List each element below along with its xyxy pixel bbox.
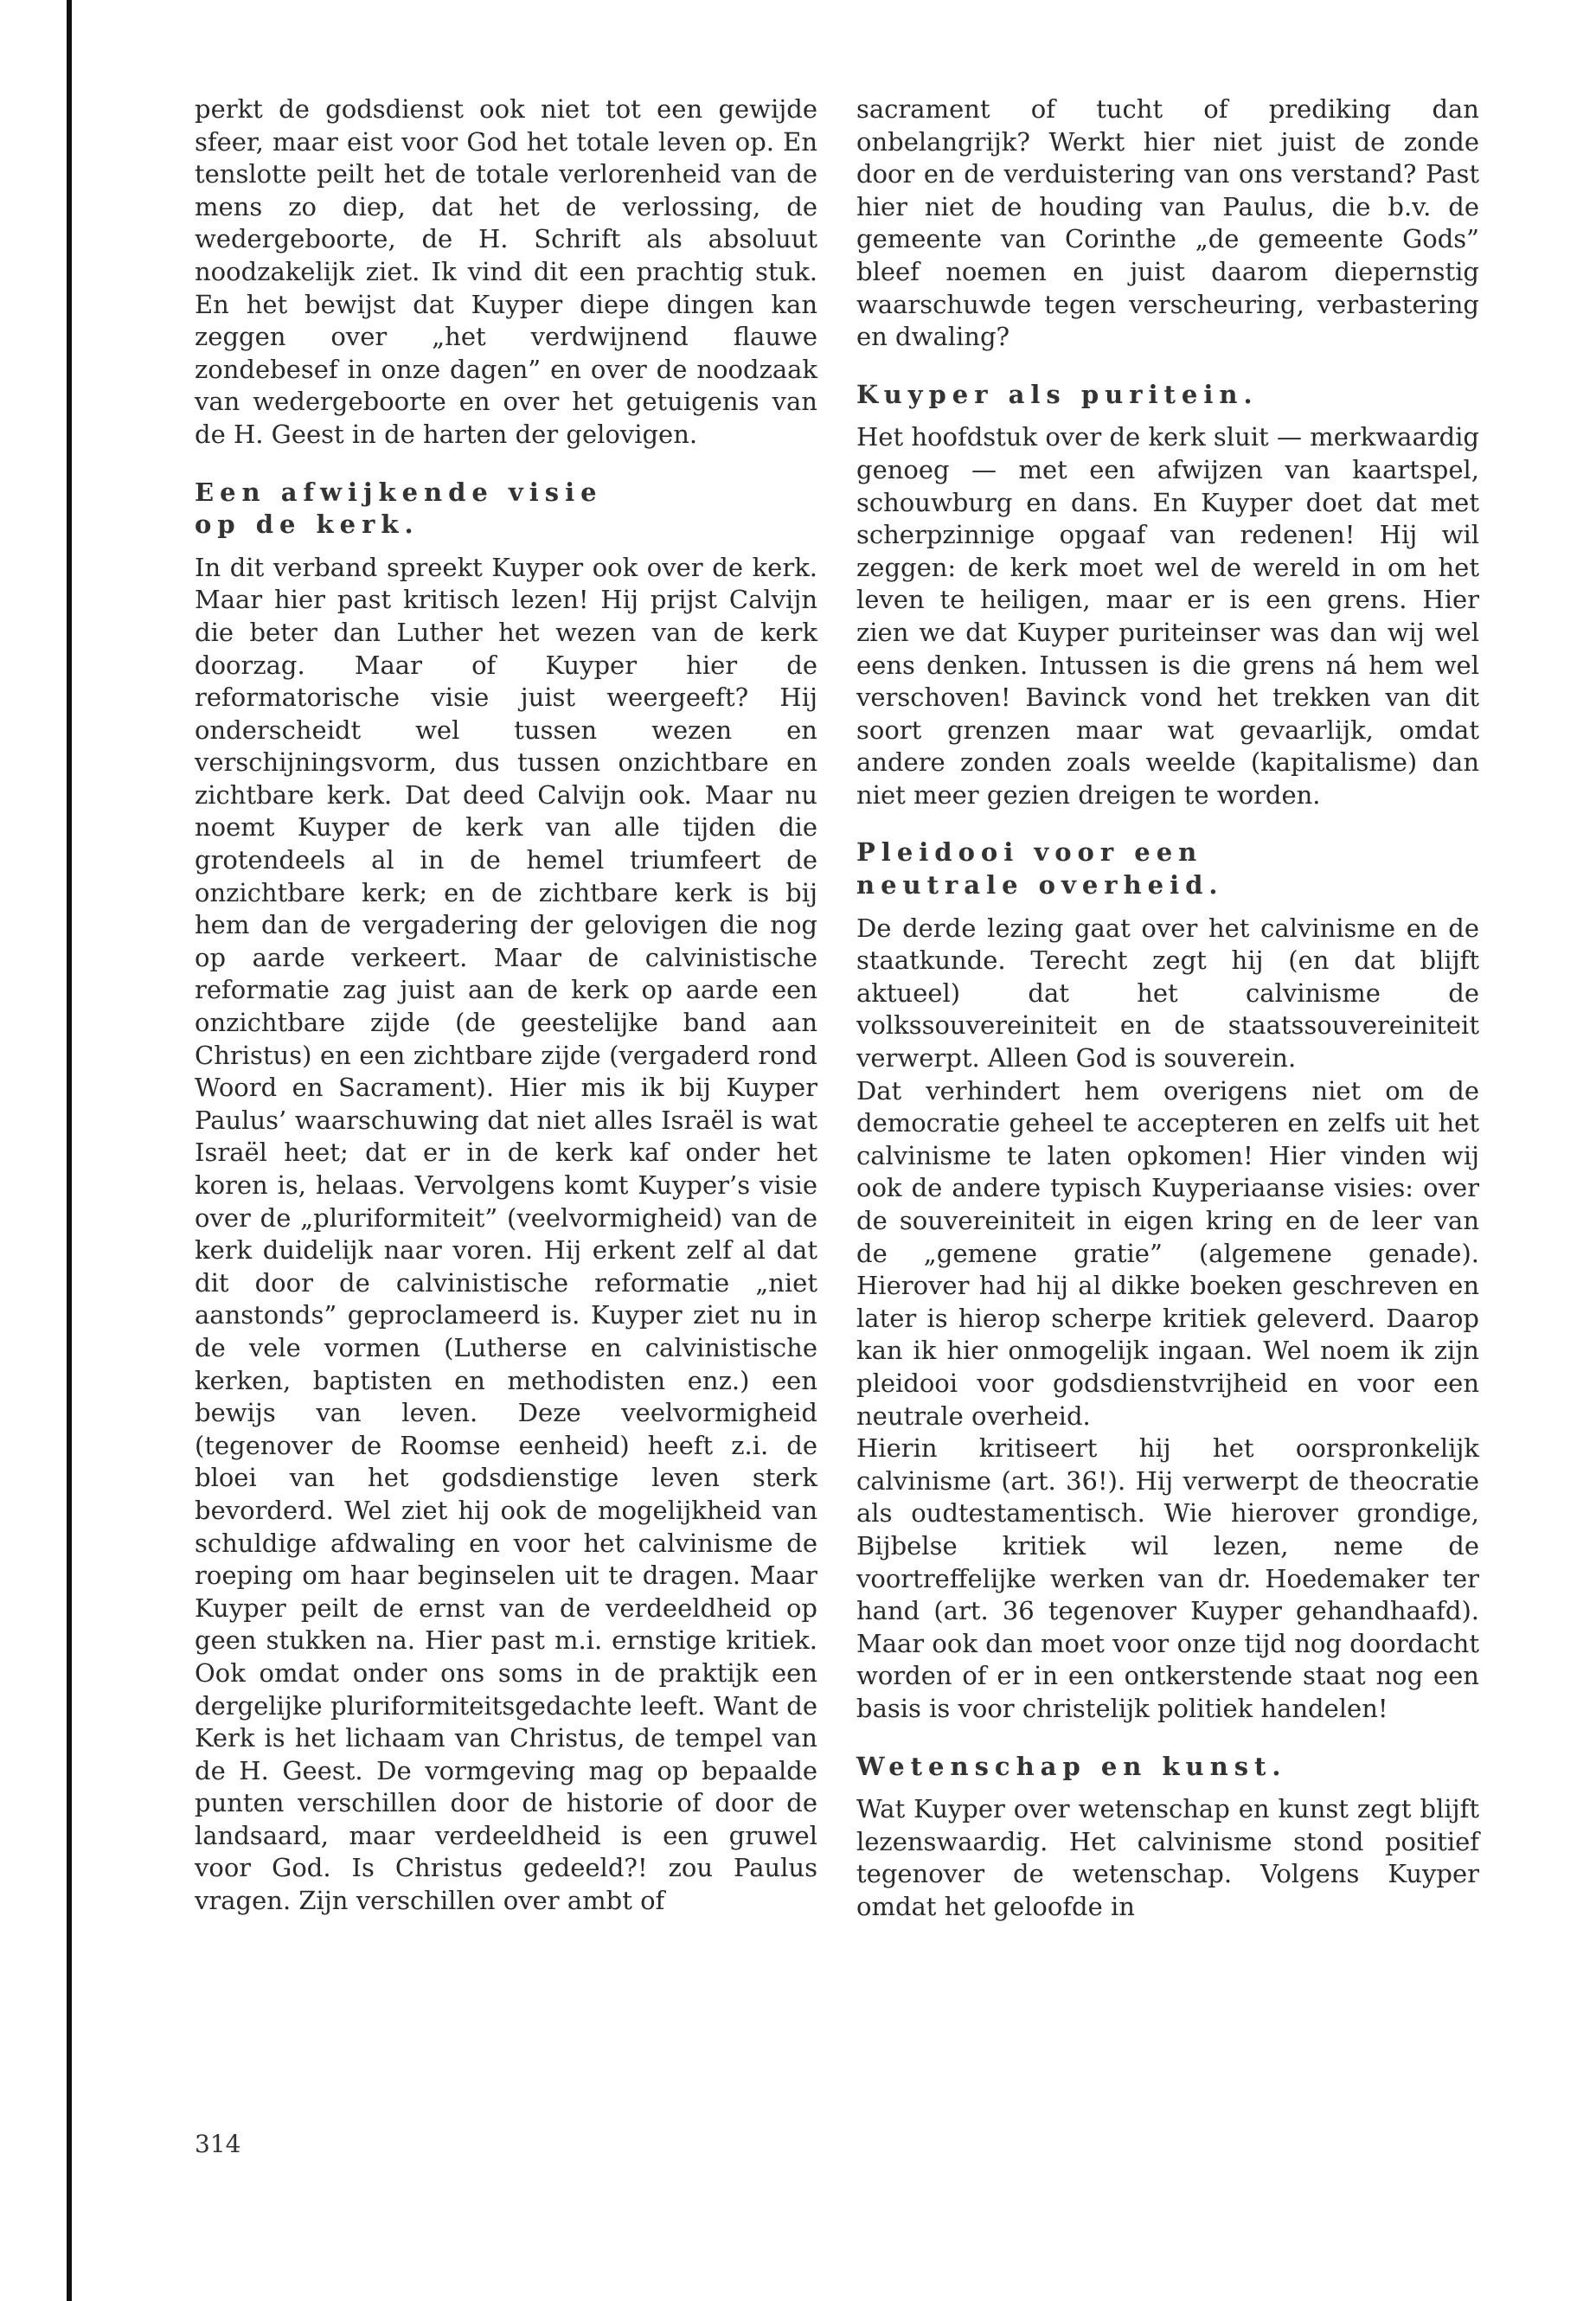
section-heading-puritein: Kuyper als puritein.	[856, 379, 1259, 409]
section-heading-neutrale-overheid: Pleidooi voor een neutrale overheid.	[856, 837, 1224, 901]
section-heading-afwijkende-visie: Een afwijkende visie op de kerk.	[195, 477, 603, 540]
page-binding-edge	[67, 0, 72, 2301]
paragraph-text: Hierin kritiseert hij het oorspronkelijk calvinisme (art. 36!). Hij verwerpt de theocratie als oudtestamentisch. Wie hierover grondige, Bijbelse kritiek wil lezen, neme de voortreffelijke werken van dr. Hoedemaker ter hand (art. 36 tegenover Kuyper gehandhaafd). Maar ook dan moet voor onze tijd nog doordacht worden of er in een ontkerstende staat nog een basis is voor christelijk politiek handelen!	[856, 1433, 1479, 1723]
paragraph-text: Wat Kuyper over wetenschap en kunst zegt blijft lezenswaardig. Het calvinisme stond positief tegenover de wetenschap. Volgens Kuyper omdat het geloofde in	[856, 1794, 1479, 1921]
right-paragraph-2	[856, 421, 1479, 811]
right-paragraph-4	[856, 1793, 1479, 1923]
right-paragraph-1	[856, 93, 1479, 354]
left-paragraph-2	[195, 552, 817, 1918]
paragraph-text: perkt de godsdienst ook niet tot een gewijde sfeer, maar eist voor God het totale leven op. En tenslotte peilt het de totale verlorenheid van de mens zo diep, dat het de verlossing, de wedergeboorte, de H. Schrift als absoluut noodzakelijk ziet. Ik vind dit een prachtig stuk. En het bewijst dat Kuyper diepe dingen kan zeggen over „het verdwijnend flauwe zondebesef in onze dagen” en over de noodzaak van wedergeboorte en over het getuigenis van de H. Geest in de harten der gelovigen.	[195, 94, 817, 449]
paragraph-text: De derde lezing gaat over het calvinisme en de staatkunde. Terecht zegt hij (en dat blijft aktueel) dat het calvinisme de volkssouvereiniteit en de staatssouvereiniteit verwerpt. Alleen God is souverein.	[856, 913, 1479, 1074]
left-column	[195, 93, 817, 1918]
page-number: 314	[195, 2130, 241, 2158]
right-column	[856, 93, 1479, 1923]
left-paragraph-1	[195, 93, 817, 452]
paragraph-text: Het hoofdstuk over de kerk sluit — merkwaardig genoeg — met een afwijzen van kaartspel, schouwburg en dans. En Kuyper doet dat met scherpzinnige opgaaf van redenen! Hij wil zeggen: de kerk moet wel de wereld in om het leven te heiligen, maar er is een grens. Hier zien we dat Kuyper puriteinser was dan wij wel eens denken. Intussen is die grens ná hem wel verschoven! Bavinck vond het trekken van dit soort grenzen maar wat gevaarlijk, omdat andere zonden zoals weelde (kapitalisme) dan niet meer gezien dreigen te worden.	[856, 422, 1479, 810]
section-heading-wetenschap-kunst: Wetenschap en kunst.	[856, 1751, 1287, 1781]
right-paragraph-3	[856, 913, 1479, 1726]
paragraph-text: sacrament of tucht of prediking dan onbelangrijk? Werkt hier niet juist de zonde door en de verduistering van ons verstand? Past hier niet de houding van Paulus, die b.v. de gemeente van Corinthe „de gemeente Gods” bleef noemen en juist daarom diepernstig waarschuwde tegen verscheuring, verbastering en dwaling?	[856, 94, 1479, 352]
paragraph-text: Dat verhindert hem overigens niet om de democratie geheel te accepteren en zelfs uit het calvinisme te laten opkomen! Hier vinden wij ook de andere typisch Kuyperiaanse visies: over de souvereiniteit in eigen kring en de leer van de „gemene gratie” (algemene genade). Hierover had hij al dikke boeken geschreven en later is hierop scherpe kritiek geleverd. Daarop kan ik hier onmogelijk ingaan. Wel noem ik zijn pleidooi voor godsdienstvrijheid en voor een neutrale overheid.	[856, 1075, 1479, 1431]
paragraph-text: In dit verband spreekt Kuyper ook over de kerk. Maar hier past kritisch lezen! Hij prijst Calvijn die beter dan Luther het wezen van de kerk doorzag. Maar of Kuyper hier de reformatorische visie juist weergeeft? Hij onderscheidt wel tussen wezen en verschijningsvorm, dus tussen onzichtbare en zichtbare kerk. Dat deed Calvijn ook. Maar nu noemt Kuyper de kerk van alle tijden die grotendeels al in de hemel triumfeert de onzichtbare kerk; en de zichtbare kerk is bij hem dan de vergadering der gelovigen die nog op aarde verkeert. Maar de calvinistische reformatie zag juist aan de kerk op aarde een onzichtbare zijde (de geestelijke band aan Christus) en een zichtbare zijde (vergaderd rond Woord en Sacrament). Hier mis ik bij Kuyper Paulus’ waarschuwing dat niet alles Israël is wat Israël heet; dat er in de kerk kaf onder het koren is, helaas. Vervolgens komt Kuyper’s visie over de „pluriformiteit” (veelvormigheid) van de kerk duidelijk naar voren. Hij erkent zelf al dat dit door de calvinistische reformatie „niet aanstonds” geproclameerd is. Kuyper ziet nu in de vele vormen (Lutherse en calvinistische kerken, baptisten en methodisten enz.) een bewijs van leven. Deze veelvormigheid (tegenover de Roomse eenheid) heeft z.i. de bloei van het godsdienstige leven sterk bevorderd. Wel ziet hij ook de mogelijkheid van schuldige afdwaling en voor het calvinisme de roeping om haar beginselen uit te dragen. Maar Kuyper peilt de ernst van de verdeeldheid op geen stukken na. Hier past m.i. ernstige kritiek. Ook omdat onder ons soms in de praktijk een dergelijke pluriformiteitsgedachte leeft. Want de Kerk is het lichaam van Christus, de tempel van de H. Geest. De vormgeving mag op bepaalde punten verschillen door de historie of door de landsaard, maar verdeeldheid is een gruwel voor God. Is Christus gedeeld?! zou Paulus vragen. Zijn verschillen over ambt of	[195, 552, 817, 1916]
